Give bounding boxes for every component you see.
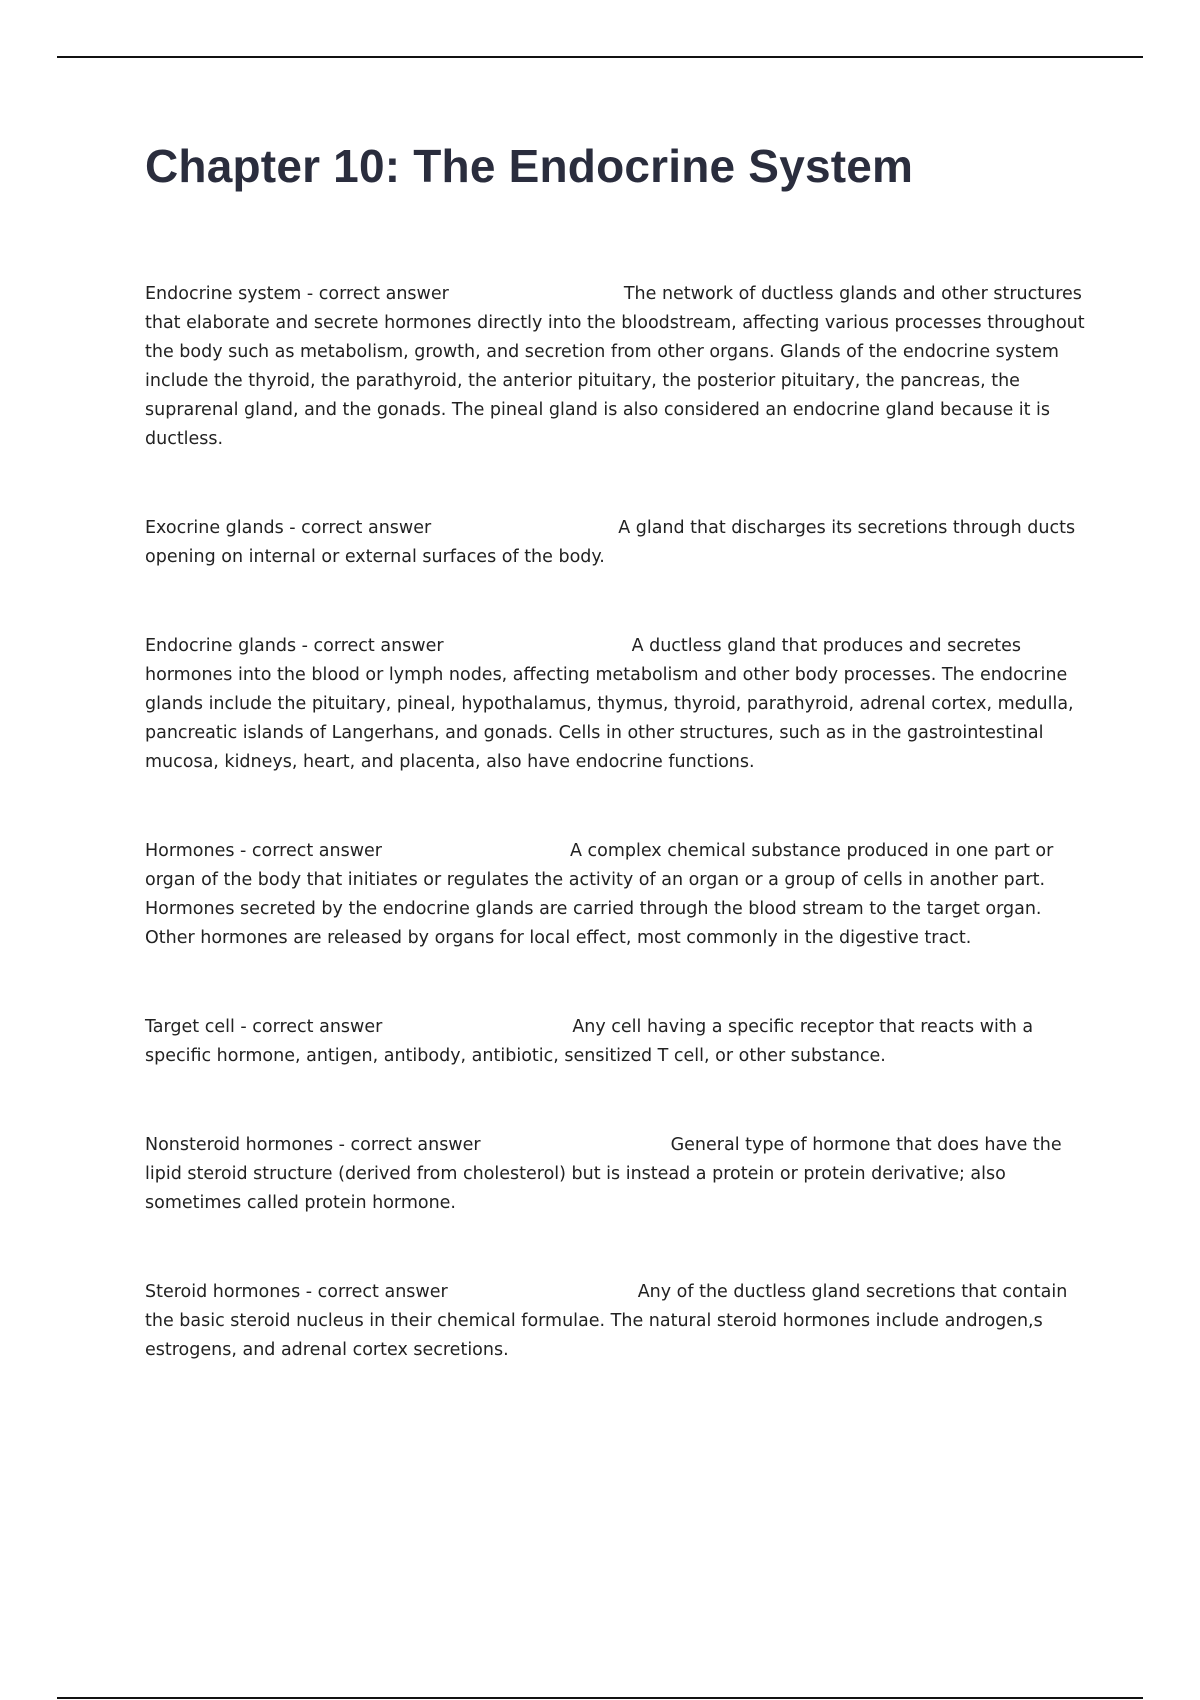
flashcard-entry <box>145 1013 1085 1071</box>
top-rule <box>57 56 1143 58</box>
bottom-rule <box>57 1697 1143 1699</box>
flashcard-entry <box>145 280 1085 454</box>
flashcard-entry <box>145 1278 1085 1365</box>
page-content <box>145 138 1085 1425</box>
entry-definition: A gland that discharges its secretions through ducts opening on internal or external surfaces of the body. <box>145 518 1076 567</box>
entry-definition: The network of ductless glands and other structures that elaborate and secrete hormones directly into the bloodstream, affecting various processes throughout the body such as metabolism, growth, and secretion from other organs. Glands of the endocrine system include the thyroid, the parathyroid, the anterior pituitary, the posterior pituitary, the pancreas, the suprarenal gland, and the gonads. The pineal gland is also considered an endocrine gland because it is ductless. <box>145 284 1085 449</box>
entry-definition: General type of hormone that does have the lipid steroid structure (derived from cholesterol) but is instead a protein or protein derivative; also sometimes called protein hormone. <box>145 1135 1062 1213</box>
entry-term: Endocrine glands - correct answer <box>145 636 444 656</box>
entry-definition: Any of the ductless gland secretions that contain the basic steroid nucleus in their chemical formulae. The natural steroid hormones include androgen,s estrogens, and adrenal cortex secretions. <box>145 1282 1068 1360</box>
entry-definition: A complex chemical substance produced in one part or organ of the body that initiates or regulates the activity of an organ or a group of cells in another part. Hormones secreted by the endocrine glands are carried through the blood stream to the target organ. Other hormones are released by organs for local effect, most commonly in the digestive tract. <box>145 841 1054 948</box>
flashcard-entry <box>145 632 1085 777</box>
flashcard-entry <box>145 514 1085 572</box>
entry-term: Steroid hormones - correct answer <box>145 1282 448 1302</box>
flashcard-entry <box>145 1131 1085 1218</box>
entry-definition: A ductless gland that produces and secretes hormones into the blood or lymph nodes, affecting metabolism and other body processes. The endocrine glands include the pituitary, pineal, hypothalamus, thymus, thyroid, parathyroid, adrenal cortex, medulla, pancreatic islands of Langerhans, and gonads. Cells in other structures, such as in the gastrointestinal mucosa, kidneys, heart, and placenta, also have endocrine functions. <box>145 636 1074 772</box>
flashcard-entry <box>145 837 1085 953</box>
entry-definition: Any cell having a specific receptor that reacts with a specific hormone, antigen, antibody, antibiotic, sensitized T cell, or other substance. <box>145 1017 1034 1066</box>
entry-term: Target cell - correct answer <box>145 1017 383 1037</box>
entry-term: Hormones - correct answer <box>145 841 382 861</box>
entry-term: Exocrine glands - correct answer <box>145 518 432 538</box>
entry-term: Endocrine system - correct answer <box>145 284 449 304</box>
flashcard-list <box>145 280 1085 1365</box>
page-title: Chapter 10: The Endocrine System <box>145 140 914 192</box>
entry-term: Nonsteroid hormones - correct answer <box>145 1135 481 1155</box>
